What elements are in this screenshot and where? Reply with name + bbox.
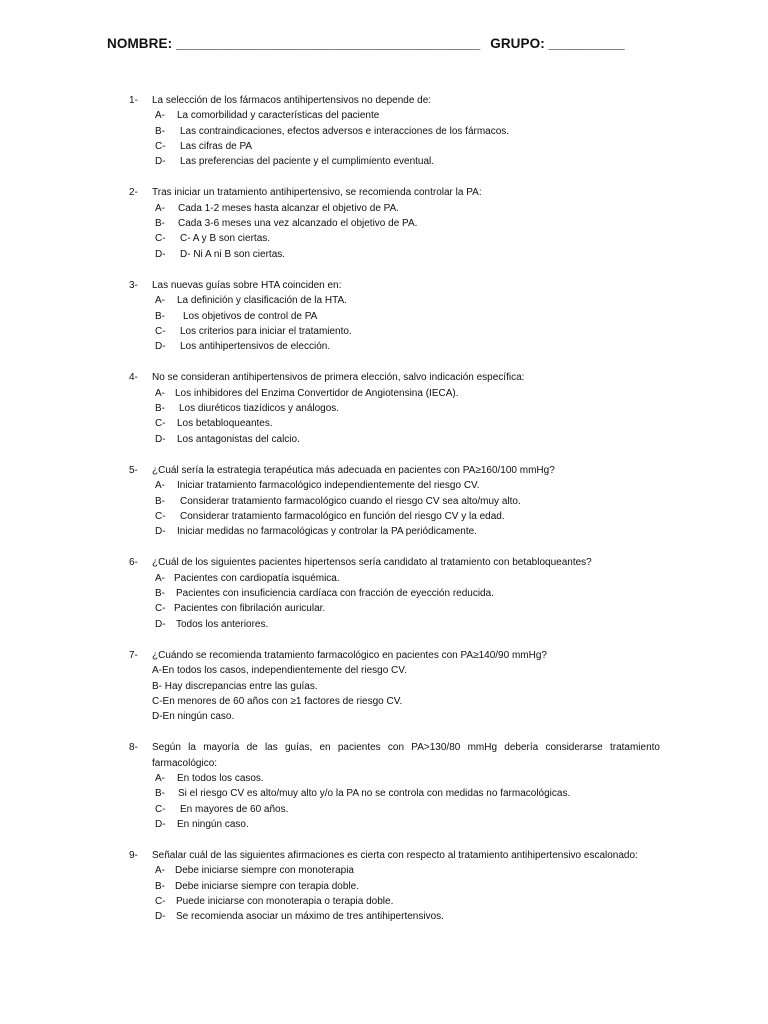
option-text: Pacientes con cardiopatía isquémica. <box>174 572 340 584</box>
option-letter: D- <box>155 433 166 445</box>
option-letter: B- <box>155 588 165 600</box>
option-text: Los betabloqueantes. <box>177 418 273 430</box>
answer-option <box>0 339 768 354</box>
answer-option <box>0 432 768 447</box>
answer-option <box>0 216 768 231</box>
answer-option <box>0 524 768 539</box>
option-letter: B- <box>155 788 165 800</box>
option-text: Todos los anteriores. <box>176 618 269 630</box>
option-letter: D- <box>155 526 166 538</box>
option-letter: B- <box>155 218 165 230</box>
option-letter: A- <box>155 572 165 584</box>
question-number: 5- <box>129 464 138 476</box>
option-letter: D- <box>155 818 166 830</box>
question-text: Señalar cuál de las siguientes afirmaciones es cierta con respecto al tratamiento antihipertensivo escalonado: <box>152 850 638 862</box>
option-letter: A- <box>155 865 165 877</box>
option-letter: D- <box>155 248 166 260</box>
option-letter: C- <box>155 418 166 430</box>
option-letter: C- <box>155 233 166 245</box>
question-number: 8- <box>129 742 138 754</box>
question-1 <box>0 93 768 169</box>
option-letter: A- <box>155 387 165 399</box>
option-text: Los antagonistas del calcio. <box>177 433 300 445</box>
answer-option <box>0 309 768 324</box>
option-text: En todos los casos. <box>177 772 264 784</box>
question-8 <box>0 740 768 832</box>
option-letter: C- <box>155 510 166 522</box>
answer-option <box>0 863 768 878</box>
question-text: ¿Cuál de los siguientes pacientes hipertensos sería candidato al tratamiento con betabloqueantes? <box>152 557 592 569</box>
answer-option <box>0 416 768 431</box>
question-text: Según la mayoría de las guías, en pacientes con PA>130/80 mmHg debería considerarse tratamiento farmacológico: <box>152 742 660 769</box>
header <box>107 36 625 51</box>
answer-option <box>0 802 768 817</box>
question-text: Tras iniciar un tratamiento antihipertensivo, se recomienda controlar la PA: <box>152 187 482 199</box>
answer-option <box>0 601 768 616</box>
answer-option: B- Hay discrepancias entre las guías. <box>152 680 318 692</box>
option-letter: B- <box>155 495 165 507</box>
answer-option <box>0 386 768 401</box>
answer-option <box>0 879 768 894</box>
question-number: 7- <box>129 649 138 661</box>
answer-option <box>0 139 768 154</box>
option-letter: C- <box>155 140 166 152</box>
option-text: Debe iniciarse siempre con terapia doble. <box>175 880 359 892</box>
answer-option <box>0 786 768 801</box>
question-2 <box>0 185 768 261</box>
answer-option <box>0 478 768 493</box>
option-letter: C- <box>155 803 166 815</box>
option-letter: A- <box>155 202 165 214</box>
option-text: Pacientes con fibrilación auricular. <box>174 603 326 615</box>
question-number: 4- <box>129 372 138 384</box>
option-letter: C- <box>155 325 166 337</box>
answer-option <box>0 509 768 524</box>
answer-option <box>0 324 768 339</box>
option-text: Considerar tratamiento farmacológico en función del riesgo CV y la edad. <box>180 510 505 522</box>
option-letter: A- <box>155 110 165 122</box>
nombre-label: NOMBRE: ________________________________________ <box>107 36 481 51</box>
option-text: Cada 1-2 meses hasta alcanzar el objetivo de PA. <box>178 202 400 214</box>
answer-option <box>0 909 768 924</box>
option-letter: B- <box>155 310 165 322</box>
option-text: D- Ni A ni B son ciertas. <box>180 248 286 260</box>
option-text: Los inhibidores del Enzima Convertidor de Angiotensina (IECA). <box>175 387 459 399</box>
question-number: 2- <box>129 187 138 199</box>
question-9 <box>0 848 768 924</box>
answer-option: D-En ningún caso. <box>152 711 235 723</box>
answer-option <box>0 154 768 169</box>
question-number: 1- <box>129 95 138 106</box>
option-text: Las preferencias del paciente y el cumplimiento eventual. <box>180 156 435 168</box>
option-text: Debe iniciarse siempre con monoterapia <box>175 865 354 877</box>
option-text: Las contraindicaciones, efectos adversos e interacciones de los fármacos. <box>180 125 510 137</box>
answer-option <box>0 617 768 632</box>
option-text: Los objetivos de control de PA <box>183 310 318 322</box>
answer-option <box>0 401 768 416</box>
question-3 <box>0 278 768 354</box>
answer-option <box>0 293 768 308</box>
option-letter: D- <box>155 341 166 353</box>
answer-option: A-En todos los casos, independientemente del riesgo CV. <box>152 665 407 677</box>
option-text: Los criterios para iniciar el tratamiento. <box>180 325 352 337</box>
answer-option <box>0 201 768 216</box>
option-text: Iniciar tratamiento farmacológico independientemente del riesgo CV. <box>177 480 480 492</box>
option-letter: A- <box>155 772 165 784</box>
question-5 <box>0 463 768 539</box>
option-text: En mayores de 60 años. <box>180 803 289 815</box>
question-number: 9- <box>129 850 138 862</box>
option-text: Considerar tratamiento farmacológico cuando el riesgo CV sea alto/muy alto. <box>180 495 521 507</box>
option-letter: B- <box>155 403 165 415</box>
option-text: La comorbilidad y características del paciente <box>177 110 380 122</box>
option-text: Puede iniciarse con monoterapia o terapia doble. <box>176 896 394 908</box>
option-letter: D- <box>155 618 166 630</box>
option-text: Pacientes con insuficiencia cardíaca con fracción de eyección reducida. <box>176 588 494 600</box>
option-letter: B- <box>155 880 165 892</box>
option-letter: B- <box>155 125 165 137</box>
option-text: Los antihipertensivos de elección. <box>180 341 331 353</box>
option-text: C- A y B son ciertas. <box>180 233 271 245</box>
question-6 <box>0 555 768 631</box>
option-letter: D- <box>155 156 166 168</box>
question-list <box>0 93 768 941</box>
answer-option <box>0 771 768 786</box>
answer-option <box>0 894 768 909</box>
option-text: Las cifras de PA <box>180 140 253 152</box>
answer-option <box>0 231 768 246</box>
option-text: Si el riesgo CV es alto/muy alto y/o la PA no se controla con medidas no farmacológicas. <box>178 788 571 800</box>
answer-option <box>0 124 768 139</box>
grupo-label: GRUPO: __________ <box>490 36 625 51</box>
option-letter: A- <box>155 295 165 307</box>
question-text: La selección de los fármacos antihipertensivos no depende de: <box>152 95 432 106</box>
answer-option <box>0 586 768 601</box>
option-text: La definición y clasificación de la HTA. <box>177 295 347 307</box>
answer-option: C-En menores de 60 años con ≥1 factores de riesgo CV. <box>152 695 403 707</box>
option-text: Los diuréticos tiazídicos y análogos. <box>179 403 340 415</box>
question-4 <box>0 370 768 446</box>
answer-option <box>0 817 768 832</box>
option-text: Cada 3-6 meses una vez alcanzado el objetivo de PA. <box>178 218 418 230</box>
question-text: Las nuevas guías sobre HTA coinciden en: <box>152 279 342 291</box>
answer-option <box>0 108 768 123</box>
option-text: En ningún caso. <box>177 818 249 830</box>
option-letter: D- <box>155 911 166 923</box>
question-number: 3- <box>129 279 138 291</box>
question-text: ¿Cuál sería la estrategia terapéutica más adecuada en pacientes con PA≥160/100 mmHg? <box>152 464 555 476</box>
answer-option <box>0 247 768 262</box>
option-letter: C- <box>155 896 166 908</box>
question-number: 6- <box>129 557 138 569</box>
question-7 <box>0 648 768 724</box>
option-text: Se recomienda asociar un máximo de tres antihipertensivos. <box>176 911 444 923</box>
option-letter: C- <box>155 603 166 615</box>
question-text: ¿Cuándo se recomienda tratamiento farmacológico en pacientes con PA≥140/90 mmHg? <box>152 649 547 661</box>
answer-option <box>0 494 768 509</box>
option-text: Iniciar medidas no farmacológicas y controlar la PA periódicamente. <box>177 526 477 538</box>
answer-option <box>0 571 768 586</box>
question-text: No se consideran antihipertensivos de primera elección, salvo indicación específica: <box>152 372 525 384</box>
option-letter: A- <box>155 480 165 492</box>
